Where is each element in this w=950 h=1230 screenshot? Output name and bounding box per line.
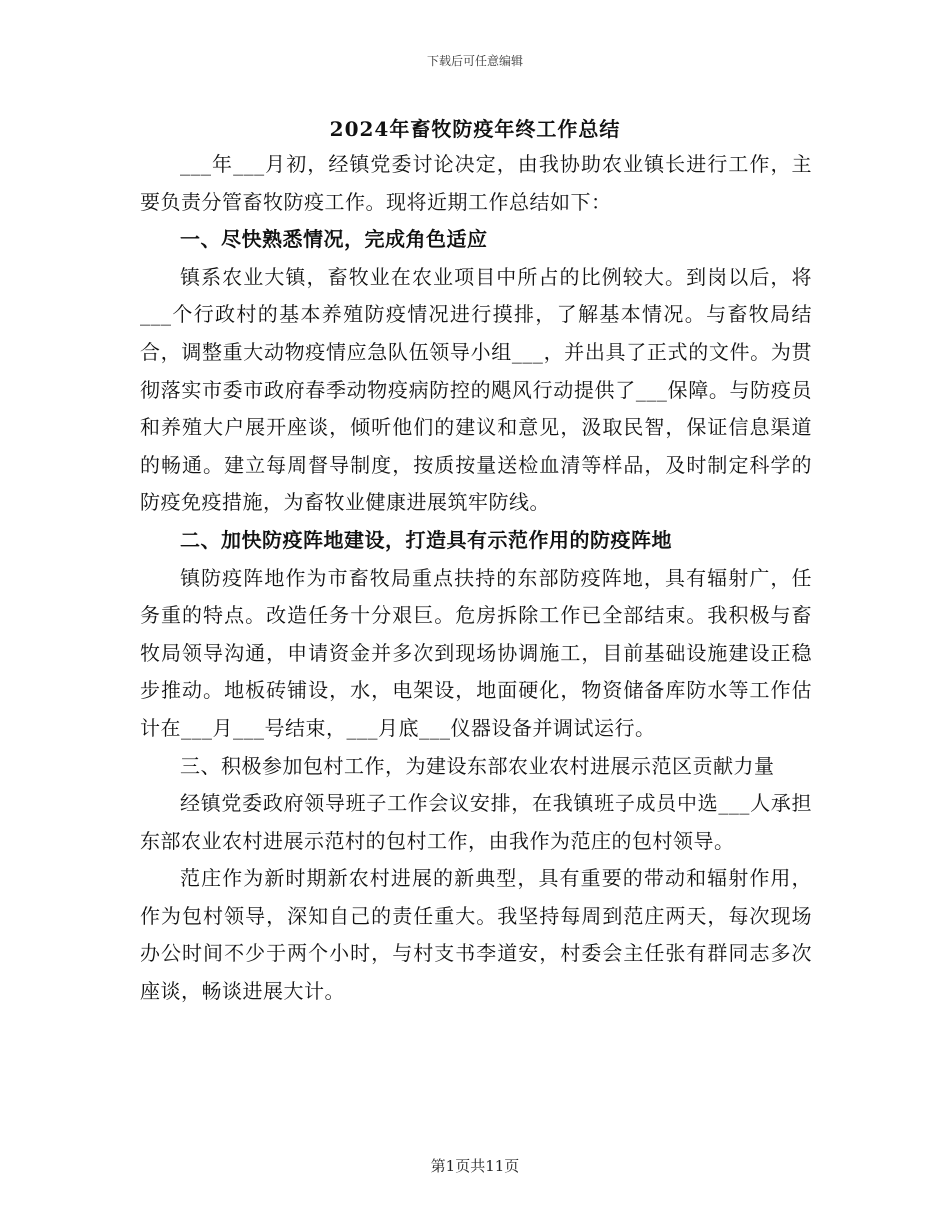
section-heading-2: 二、加快防疫阵地建设，打造具有示范作用的防疫阵地 — [180, 527, 672, 552]
section-heading-1: 一、尽快熟悉情况，完成角色适应 — [180, 227, 488, 252]
page-number: 第1页共11页 — [430, 1157, 520, 1175]
section-3-paragraph-1: 经镇党委政府领导班子工作会议安排，在我镇班子成员中选___人承担东部农业农村进展示范村的包村工作，由我作为范庄的包村领导。 — [140, 791, 812, 853]
section-2-paragraph: 镇防疫阵地作为市畜牧局重点扶持的东部防疫阵地，具有辐射广，任务重的特点。改造任务十分艰巨。危房拆除工作已全部结束。我积极与畜牧局领导沟通，申请资金并多次到现场协调施工，目前基础设施建设正稳步推动。地板砖铺设，水，电架设，地面硬化，物资储备库防水等工作估计在___月___号结束，___月底___仪器设备并调试运行。 — [140, 565, 812, 740]
section-1-paragraph: 镇系农业大镇，畜牧业在农业项目中所占的比例较大。到岗以后，将___个行政村的基本养殖防疫情况进行摸排，了解基本情况。与畜牧局结合，调整重大动物疫情应急队伍领导小组___，并出具了正式的文件。为贯彻落实市委市政府春季动物疫病防控的飓风行动提供了___保障。与防疫员和养殖大户展开座谈，倾听他们的建议和意见，汲取民智，保证信息渠道的畅通。建立每周督导制度，按质按量送检血清等样品，及时制定科学的防疫免疫措施，为畜牧业健康进展筑牢防线。 — [140, 264, 812, 515]
intro-paragraph: ___年___月初，经镇党委讨论决定，由我协助农业镇长进行工作，主要负责分管畜牧防疫工作。现将近期工作总结如下： — [140, 152, 812, 214]
document-title: 2024年畜牧防疫年终工作总结 — [329, 117, 621, 141]
section-3-paragraph-2: 范庄作为新时期新农村进展的新典型，具有重要的带动和辐射作用，作为包村领导，深知自己的责任重大。我坚持每周到范庄两天，每次现场办公时间不少于两个小时，与村支书李道安，村委会主任张有群同志多次座谈，畅谈进展大计。 — [140, 866, 812, 1004]
document-body — [140, 146, 812, 1011]
download-note: 下载后可任意编辑 — [426, 54, 523, 68]
section-heading-3: 三、积极参加包村工作，为建设东部农业农村进展示范区贡献力量 — [180, 753, 775, 778]
